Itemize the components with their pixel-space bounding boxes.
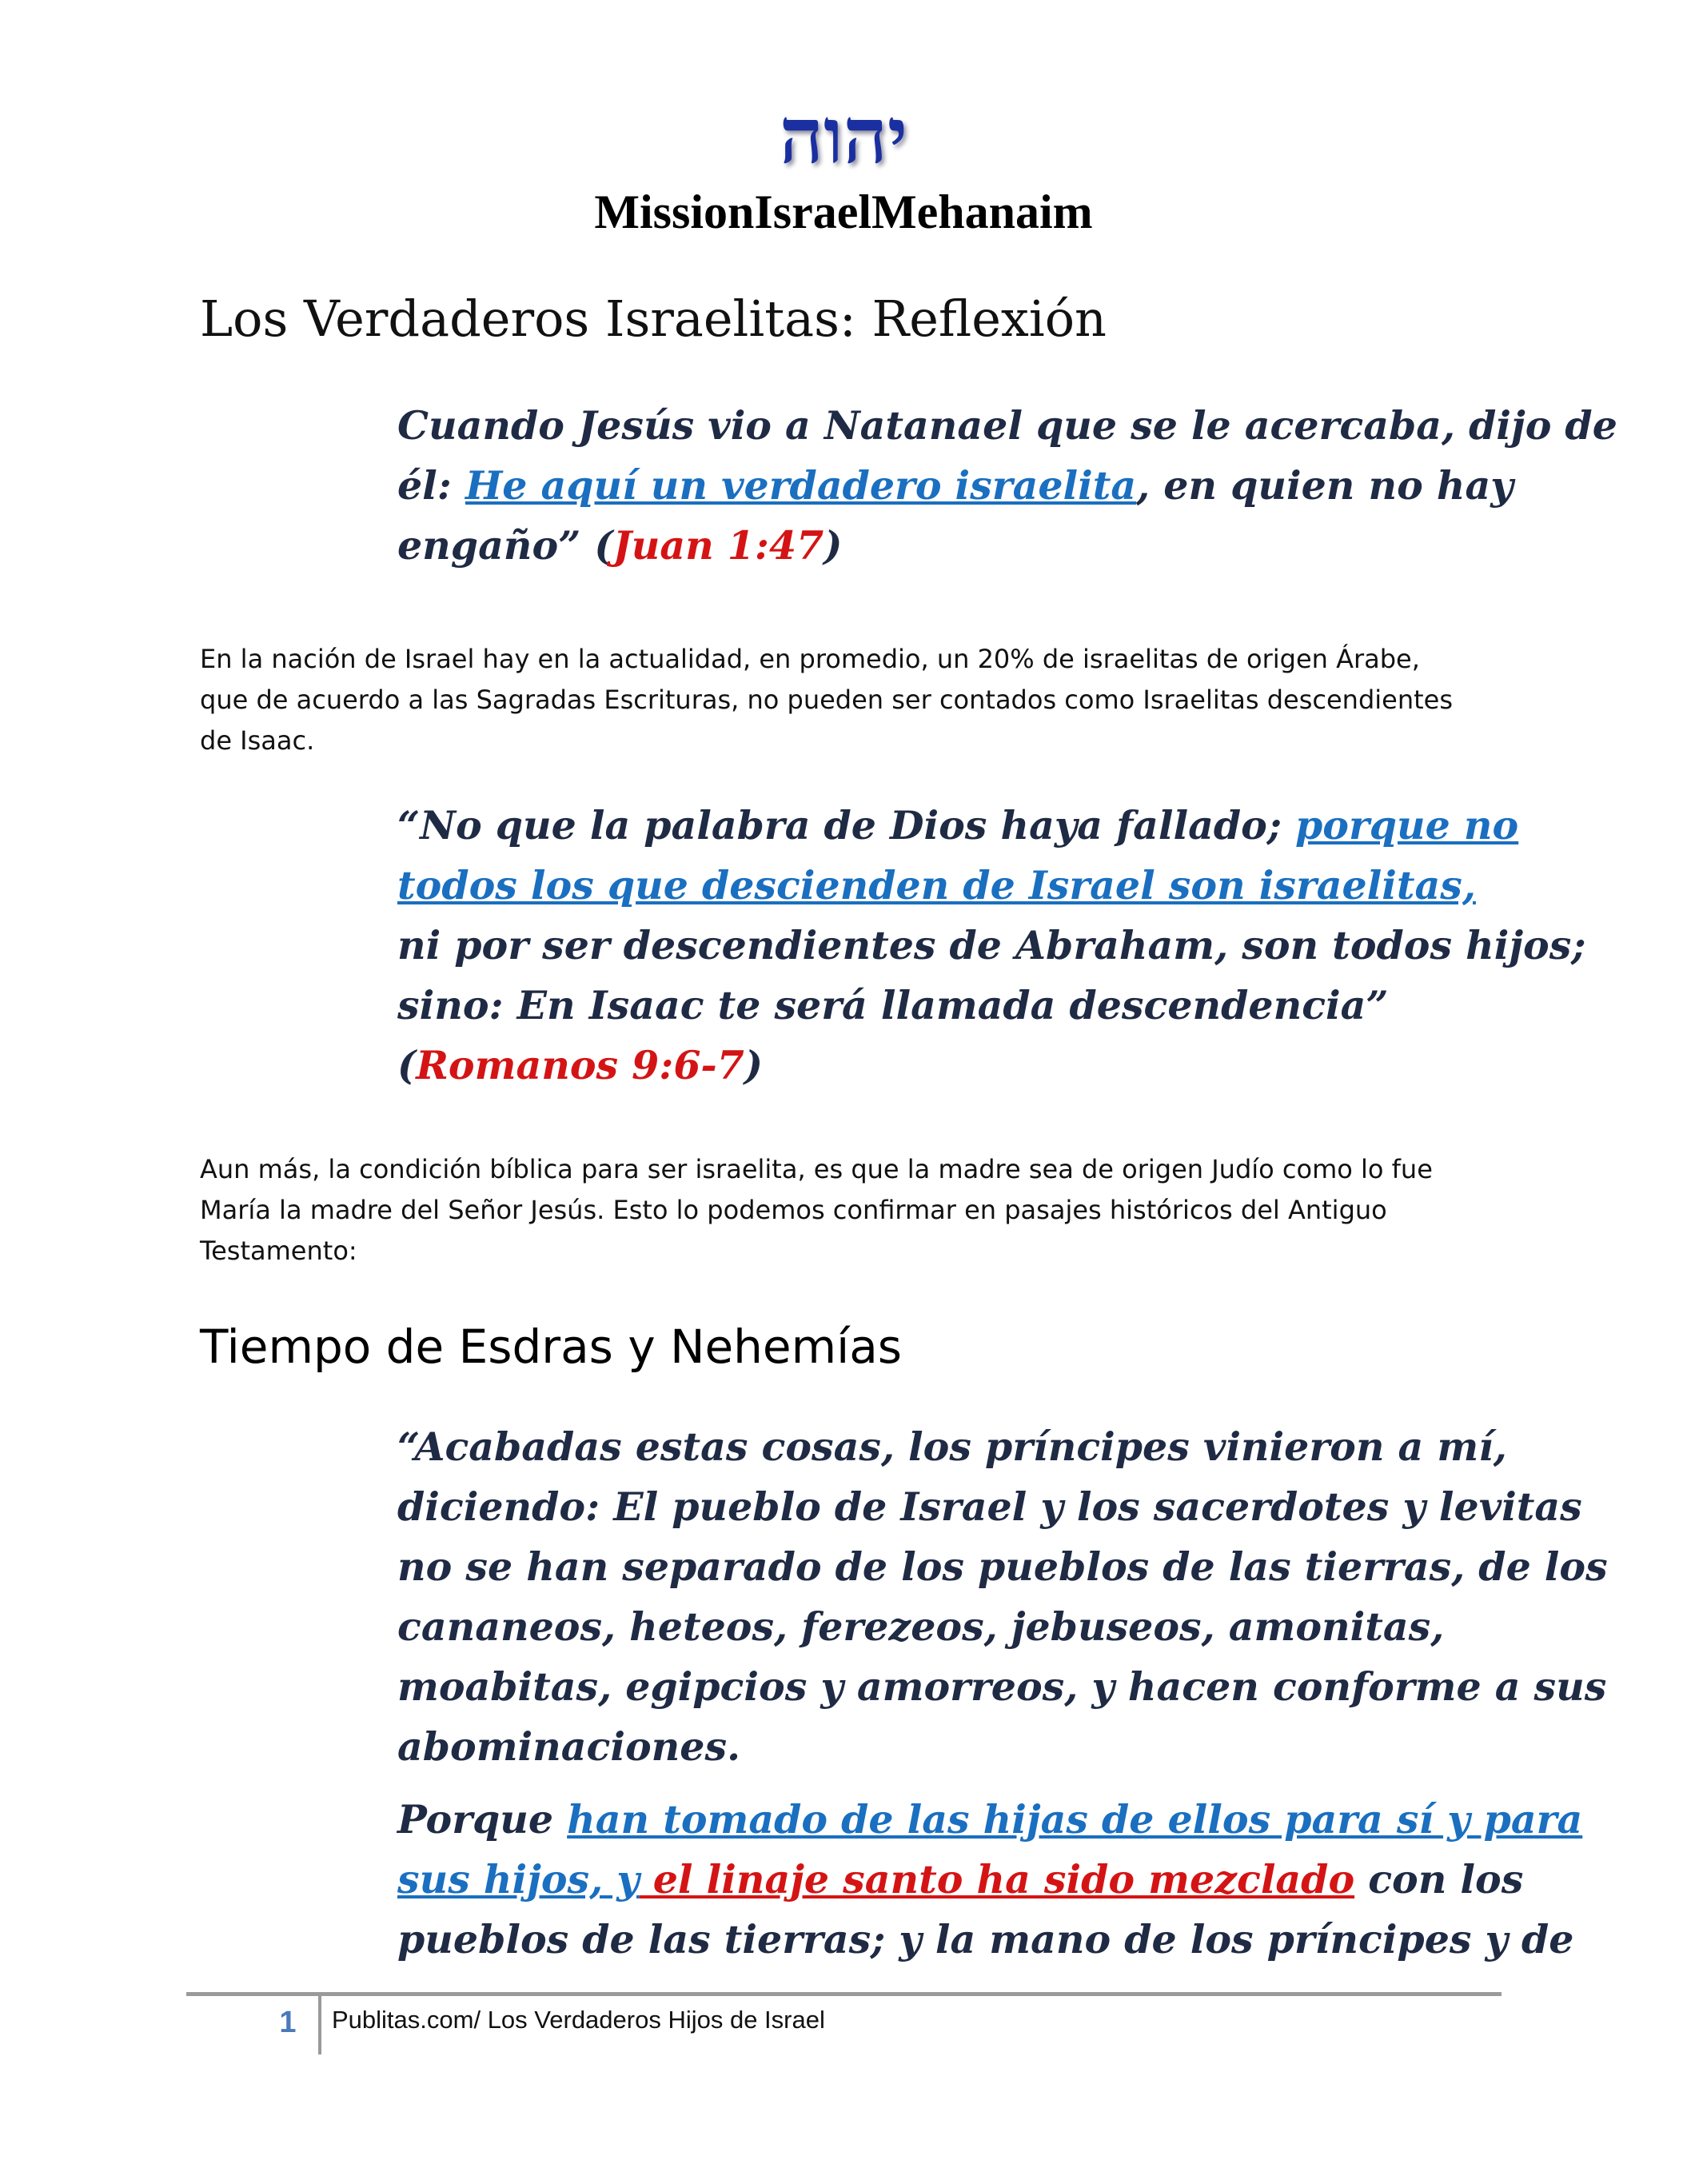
paragraph-line: En la nación de Israel hay en la actualidad, en promedio, un 20% de israelitas de origen Árabe, (200, 644, 1420, 674)
quote-line: moabitas, egipcios y amorreos, y hacen conforme a sus (397, 1663, 1607, 1710)
quote-line: (Romanos 9:6-7) (397, 1042, 764, 1088)
quote-line: “Acabadas estas cosas, los príncipes vinieron a mí, (397, 1423, 1507, 1470)
footer-divider (186, 1992, 1502, 1996)
footer-text: Publitas.com/ Los Verdaderos Hijos de Israel (332, 2006, 825, 2034)
verse-highlight: el linaje santo ha sido mezclado (639, 1856, 1355, 1903)
yhwh-logo: יהוה (779, 90, 908, 181)
quote-line: diciendo: El pueblo de Israel y los sacerdotes y levitas (397, 1483, 1582, 1530)
paragraph-line: de Isaac. (200, 725, 315, 756)
quote-romanos (397, 796, 1586, 1096)
quote-line: sus hijos, y el linaje santo ha sido mezclado con los (397, 1856, 1524, 1903)
verse-link[interactable]: porque no (1295, 802, 1519, 848)
verse-link[interactable]: sus hijos, y (397, 1856, 640, 1903)
page-number: 1 (279, 2006, 297, 2039)
verse-link[interactable]: han tomado de las hijas de ellos para sí y para (567, 1796, 1583, 1843)
verse-reference: Juan 1:47 (612, 522, 824, 569)
site-name: MissionIsraelMehanaim (594, 186, 1093, 238)
quote-line: engaño” (Juan 1:47) (397, 522, 843, 569)
verse-reference: Romanos 9:6-7 (416, 1042, 744, 1088)
quote-line: ni por ser descendientes de Abraham, son todos hijos; (397, 922, 1586, 968)
quote-line: “No que la palabra de Dios haya fallado; porque no (397, 802, 1519, 848)
quote-line: Cuando Jesús vio a Natanael que se le acercaba, dijo de (397, 402, 1617, 449)
quote-juan (397, 396, 1617, 576)
paragraph-line: Testamento: (200, 1236, 357, 1266)
paragraph-line: que de acuerdo a las Sagradas Escrituras, no pueden ser contados como Israelitas descendientes (200, 685, 1454, 715)
quote-esdras (397, 1417, 1608, 1970)
paragraph-arab-origin (200, 639, 1511, 761)
paragraph-line: Aun más, la condición bíblica para ser israelita, es que la madre sea de origen Judío como lo fue (200, 1154, 1433, 1184)
verse-link[interactable]: todos los que descienden de Israel son israelitas, (397, 862, 1476, 908)
quote-line: cananeos, heteos, ferezeos, jebuseos, amonitas, (397, 1603, 1445, 1650)
quote-line: pueblos de las tierras; y la mano de los príncipes y de (397, 1916, 1574, 1962)
section-heading: Tiempo de Esdras y Nehemías (200, 1320, 902, 1374)
paragraph-jewish-mother (200, 1149, 1511, 1272)
quote-line: abominaciones. (397, 1723, 741, 1770)
paragraph-line: María la madre del Señor Jesús. Esto lo podemos confirmar en pasajes históricos del Antiguo (200, 1195, 1387, 1225)
quote-line: él: He aquí un verdadero israelita, en quien no hay (397, 462, 1514, 509)
quote-line (397, 856, 1501, 916)
quote-line: Porque han tomado de las hijas de ellos para sí y para (397, 1796, 1583, 1843)
verse-link[interactable]: He aquí un verdadero israelita (465, 462, 1137, 509)
quote-line: sino: En Isaac te será llamada descendencia” (397, 982, 1389, 1028)
footer-separator (318, 1994, 321, 2054)
page-title: Los Verdaderos Israelitas: Reflexión (200, 289, 1107, 348)
quote-line: no se han separado de los pueblos de las tierras, de los (397, 1543, 1608, 1590)
